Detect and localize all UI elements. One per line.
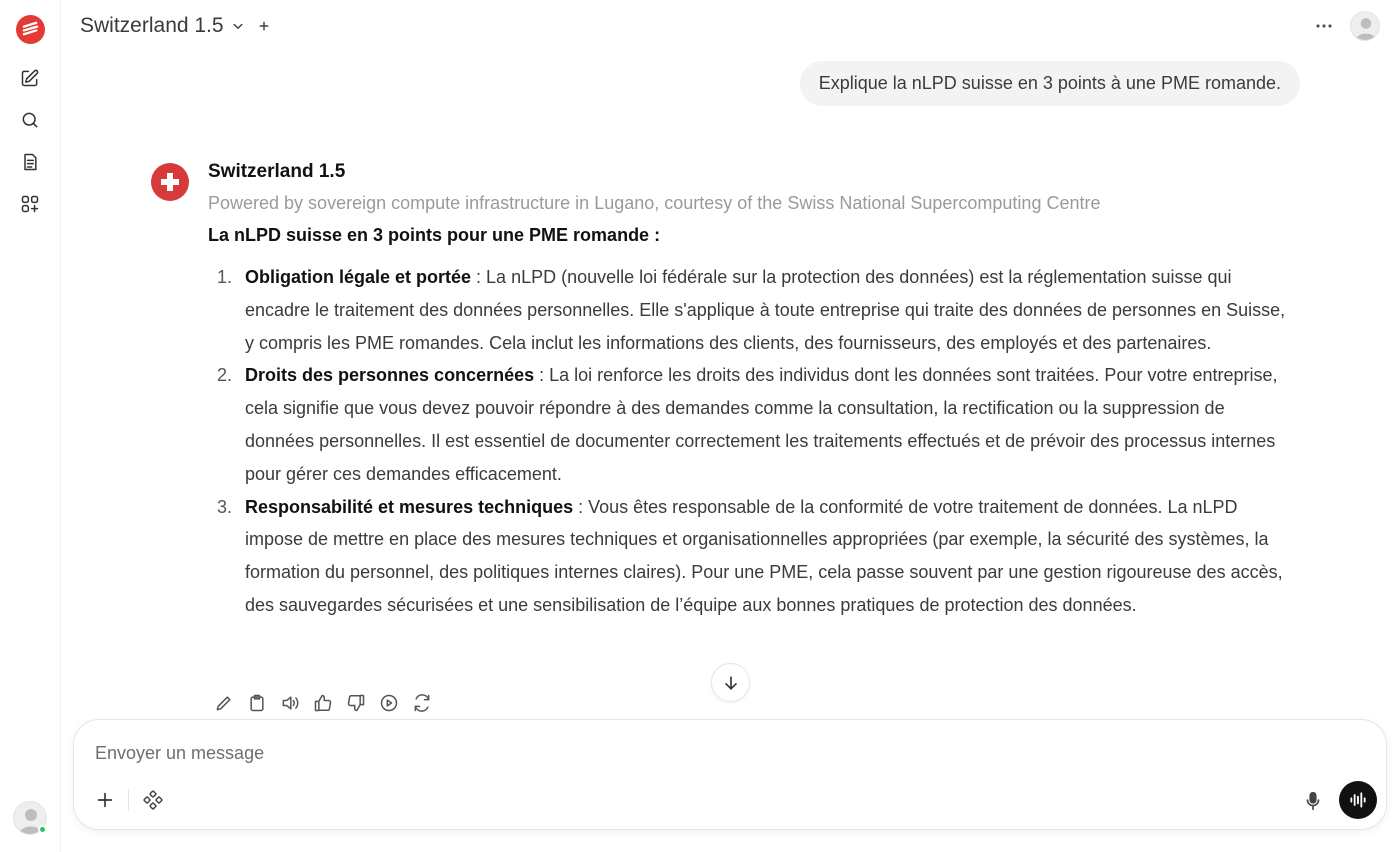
item-heading: Responsabilité et mesures techniques [245, 496, 574, 517]
divider [128, 789, 129, 811]
answer-item [208, 359, 1298, 490]
pencil-square-icon [20, 68, 40, 88]
swiss-cross-icon [151, 163, 189, 201]
thumbs-down-icon [346, 693, 366, 713]
apps-icon [20, 194, 40, 214]
message-composer [73, 719, 1387, 830]
item-text: : La nLPD (nouvelle loi fédérale sur la protection des données) est la réglementation suisse qui encadre le traitement des données personnelles. Elle s'applique à toute entreprise qui traite des données de personnes en Suisse, y compris les PME romandes. Cela inclut les informations des clients, des fournisseurs, des employés et des partenaires. [245, 267, 1286, 353]
pencil-icon [214, 693, 234, 713]
speaker-icon [280, 693, 300, 713]
sidebar [0, 0, 61, 852]
search-button[interactable] [18, 108, 42, 132]
answer-item [208, 491, 1298, 622]
item-number: 1. [217, 267, 233, 287]
continue-button[interactable] [379, 693, 401, 715]
user-avatar-icon [1351, 12, 1380, 41]
regenerate-button[interactable] [412, 693, 434, 715]
microphone-icon [1302, 789, 1324, 813]
item-number: 3. [217, 496, 233, 517]
copy-button[interactable] [247, 693, 269, 715]
chevron-down-icon[interactable] [229, 17, 247, 35]
item-text: : La loi renforce les droits des individus dont les données sont traitées. Pour votre entreprise, cela signifie que vous devez pouvoir répondre à des demandes comme la consultation, la rectification ou la suppression de données personnelles. Il est essentiel de documenter correctement les traitements effectués et de prévoir des processus internes pour gérer ces demandes efficacement. [245, 365, 1278, 484]
tools-button[interactable] [142, 789, 164, 811]
dislike-button[interactable] [346, 693, 368, 715]
ellipsis-icon [1312, 14, 1336, 38]
read-aloud-button[interactable] [280, 693, 302, 715]
workspace-button[interactable] [18, 192, 42, 216]
app-logo-icon[interactable] [16, 15, 45, 44]
item-heading: Droits des personnes concernées [245, 365, 535, 386]
play-circle-icon [379, 693, 399, 713]
arrow-down-icon [721, 673, 741, 693]
clipboard-icon [247, 693, 267, 713]
item-number: 2. [217, 365, 233, 386]
attach-button[interactable] [94, 789, 116, 811]
notes-button[interactable] [18, 150, 42, 174]
message-input[interactable] [95, 740, 1195, 766]
search-icon [20, 110, 40, 130]
voice-mode-button[interactable] [1339, 781, 1377, 819]
answer-list [208, 261, 1298, 622]
assistant-name: Switzerland 1.5 [208, 161, 346, 182]
plus-icon [94, 789, 116, 811]
edit-button[interactable] [214, 693, 236, 715]
document-icon [20, 152, 40, 172]
scroll-to-bottom-button[interactable] [711, 663, 750, 702]
item-heading: Obligation légale et portée [245, 267, 472, 287]
online-status-dot [38, 825, 47, 834]
assistant-subtitle: Powered by sovereign compute infrastructure in Lugano, courtesy of the Swiss National Supercomputing Centre [208, 193, 1101, 213]
refresh-icon [412, 693, 432, 713]
user-message: Explique la nLPD suisse en 3 points à une PME romande. [800, 61, 1300, 106]
top-bar [61, 0, 1400, 54]
add-model-button[interactable] [255, 16, 273, 36]
waveform-icon [1348, 790, 1368, 810]
more-options-button[interactable] [1312, 14, 1336, 38]
item-text: : Vous êtes responsable de la conformité de votre traitement de données. La nLPD impose de mettre en place des mesures techniques et organisationnelles appropriées (par exemple, la sécurité des systèmes, la formation du personnel, des politiques internes claires). Pour une PME, cela passe souvent par une gestion rigoureuse des accès, des sauvegardes sécurisées et une sensibilisation de l’équipe aux bonnes pratiques de protection des données. [245, 496, 1283, 615]
plus-icon [255, 16, 273, 36]
dictate-button[interactable] [1302, 789, 1324, 813]
new-chat-button[interactable] [18, 66, 42, 90]
tools-icon [142, 789, 164, 811]
answer-title: La nLPD suisse en 3 points pour une PME romande : [208, 225, 661, 245]
profile-avatar[interactable] [1350, 11, 1380, 41]
thumbs-up-icon [313, 693, 333, 713]
model-selector-label[interactable]: Switzerland 1.5 [80, 14, 224, 37]
like-button[interactable] [313, 693, 335, 715]
answer-item [208, 261, 1298, 359]
